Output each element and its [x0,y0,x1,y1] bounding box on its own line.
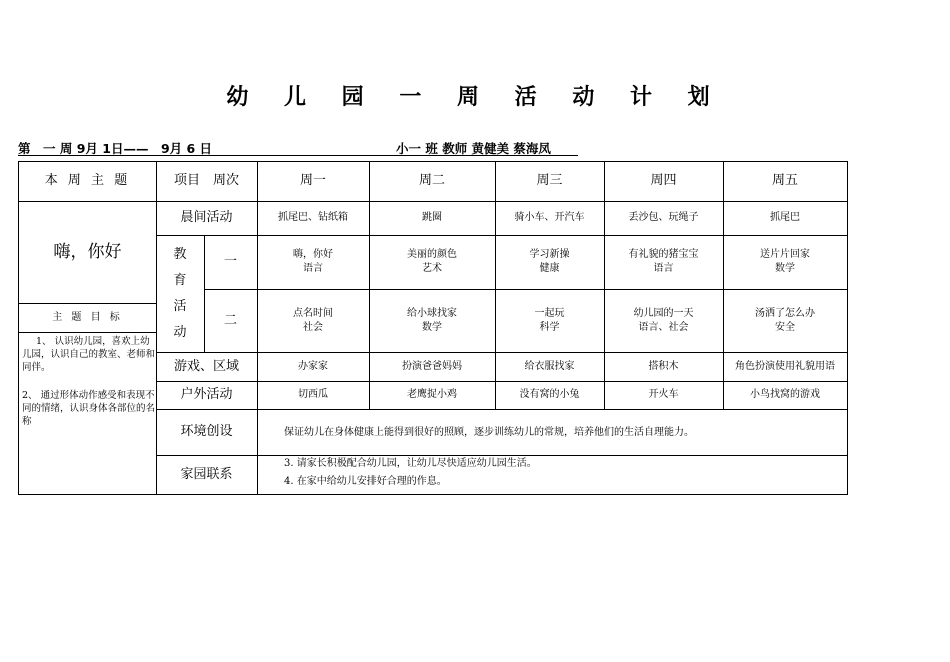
family-contact-line: 3. 请家长积极配合幼儿园，让幼儿尽快适应幼儿园生活。 [284,458,537,469]
morning-cell-fri: 抓尾巴 [770,212,800,223]
day-header-wed: 周三 [536,173,563,188]
day-header-fri: 周五 [771,173,798,188]
subheader [18,139,578,156]
outdoor-cell-wed: 没有窝的小兔 [519,389,580,400]
education2-cell-fri: 汤洒了怎么办 安全 [755,307,815,333]
education-label-char: 育 [173,273,187,288]
education-label-char: 活 [173,299,187,314]
education2-cell-wed: 一起玩 科学 [534,307,565,333]
morning-cell-tue: 跳圈 [422,212,442,223]
games-cell-tue: 扮演爸爸妈妈 [402,360,462,372]
games-cell-thu: 搭积木 [648,360,679,372]
education2-cell-tue: 给小球找家 数学 [407,307,457,333]
day-header-thu: 周四 [650,173,677,188]
games-cell-wed: 给衣服找家 [524,360,575,372]
education1-cell-thu: 有礼貌的猪宝宝 语言 [628,249,699,274]
day-header-tue: 周二 [418,173,445,188]
outdoor-activity-label: 户外活动 [180,387,233,402]
goal-header: 主 题 目 标 [52,311,123,323]
morning-cell-mon: 抓尾巴、钻纸箱 [278,212,348,223]
environment-label: 环境创设 [180,424,233,439]
education2-cell-thu: 幼儿园的一天 语言、社会 [633,307,694,333]
item-week-header: 项目 周次 [173,173,239,188]
games-area-label: 游戏、区域 [173,358,239,374]
theme-name: 嗨，你好 [53,242,122,262]
theme-header: 本 周 主 题 [44,173,131,188]
education-session-2-label: 二 [223,313,237,328]
games-cell-mon: 办家家 [298,360,328,372]
document-title: 幼 儿 园 一 周 活 动 计 划 [226,85,724,110]
outdoor-cell-thu: 开火车 [648,389,679,400]
morning-cell-thu: 丢沙包、玩绳子 [628,212,699,223]
education1-cell-fri: 送片片回家 数学 [760,249,810,274]
education1-cell-mon: 嗨，你好 语言 [293,249,333,274]
goal-item: 2、 通过形体动作感受和表现不同的情绪，认识身体各部位的名称 [22,390,156,427]
day-header-mon: 周一 [299,173,326,188]
education1-cell-tue: 美丽的颜色 艺术 [407,249,457,274]
outdoor-cell-tue: 老鹰捉小鸡 [407,389,457,400]
goal-item: 1、 认识幼儿园，喜欢上幼儿园，认识自己的教室、老师和同伴。 [22,336,156,373]
class-teacher-info: 小一 班 教师 黄健美 蔡海凤 [396,141,551,156]
family-contact-line: 4. 在家中给幼儿安排好合理的作息。 [284,476,447,487]
outdoor-cell-mon: 切西瓜 [298,389,328,400]
education-label-char: 教 [173,247,187,262]
week-info: 第 一 周 9月 1日—— 9月 6 日 [18,141,213,156]
outdoor-cell-fri: 小鸟找窝的游戏 [750,389,820,400]
environment-text: 保证幼儿在身体健康上能得到很好的照顾，逐步训练幼儿的常规，培养他们的生活自理能力。 [284,427,694,438]
morning-cell-wed: 骑小车、开汽车 [514,212,585,223]
education-activity-label [156,235,204,353]
games-cell-fri: 角色扮演使用礼貌用语 [735,360,835,372]
morning-activity-label: 晨间活动 [180,210,233,225]
education-session-1-label: 一 [223,254,237,269]
education-label-char: 动 [173,325,187,340]
family-contact-label: 家园联系 [180,466,233,482]
education2-cell-mon: 点名时间 社会 [293,307,333,333]
education1-cell-wed: 学习新操 健康 [529,249,570,274]
